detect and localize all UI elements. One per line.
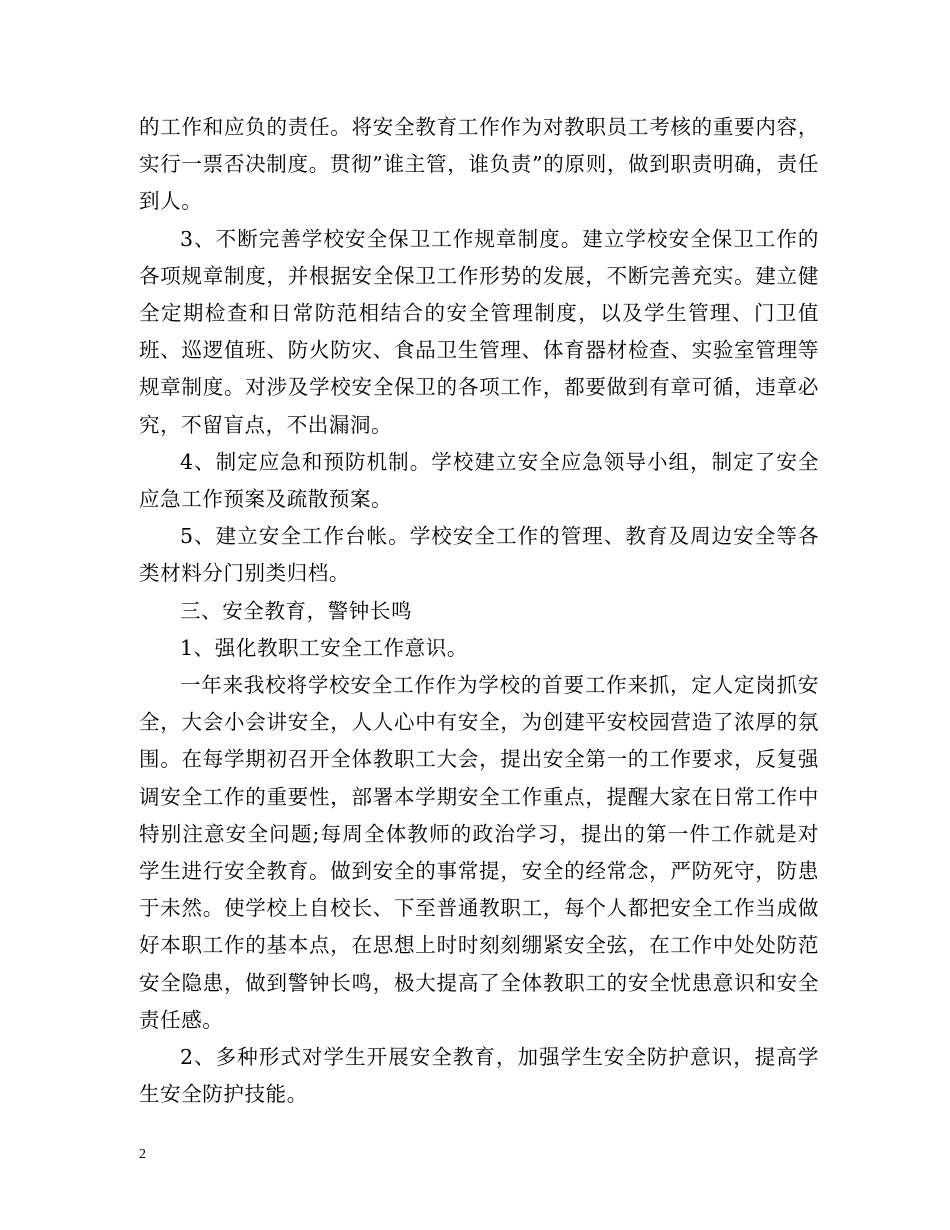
paragraph-item-3: 3、不断完善学校安全保卫工作规章制度。建立学校安全保卫工作的各项规章制度，并根据安全保卫工作形势的发展，不断完善充实。建立健全定期检查和日常防范相结合的安全管理制度，以及学生管理、门卫值班、巡逻值班、防火防灾、食品卫生管理、体育器材检查、实验室管理等规章制度。对涉及学校安全保卫的各项工作，都要做到有章可循，违章必究，不留盲点，不出漏洞。: [139, 226, 819, 437]
page-number: 2: [139, 1147, 146, 1162]
paragraph-item-5: 5、建立安全工作台帐。学校安全工作的管理、教育及周边安全等各类材料分门别类归档。: [139, 524, 819, 586]
paragraph-body: 一年来我校将学校安全工作作为学校的首要工作来抓，定人定岗抓安全，大会小会讲安全，人人心中有安全，为创建平安校园营造了浓厚的氛围。在每学期初召开全体教职工大会，提出安全第一的工作要求，反复强调安全工作的重要性，部署本学期安全工作重点，提醒大家在日常工作中特别注意安全问题;每周全体教师的政治学习，提出的第一件工作就是对学生进行安全教育。做到安全的事常提，安全的经常念，严防死守，防患于未然。使学校上自校长、下至普通教职工，每个人都把安全工作当成做好本职工作的基本点，在思想上时时刻刻绷紧安全弦，在工作中处处防范安全隐患，做到警钟长鸣，极大提高了全体教职工的安全忧患意识和安全责任感。: [139, 673, 819, 1032]
paragraph-item-4: 4、制定应急和预防机制。学校建立安全应急领导小组，制定了安全应急工作预案及疏散预案。: [139, 449, 819, 512]
subsection-heading-2: 2、多种形式对学生开展安全教育，加强学生安全防护意识，提高学生安全防护技能。: [139, 1045, 819, 1107]
paragraph-continuation: 的工作和应负的责任。将安全教育工作作为对教职员工考核的重要内容，实行一票否决制度。贯彻”谁主管，谁负责”的原则，做到职责明确，责任到人。: [139, 115, 819, 214]
section-heading: 三、安全教育，警钟长鸣: [180, 598, 413, 623]
subsection-heading-1: 1、强化教职工安全工作意识。: [180, 635, 468, 660]
document-body: [139, 109, 819, 1113]
